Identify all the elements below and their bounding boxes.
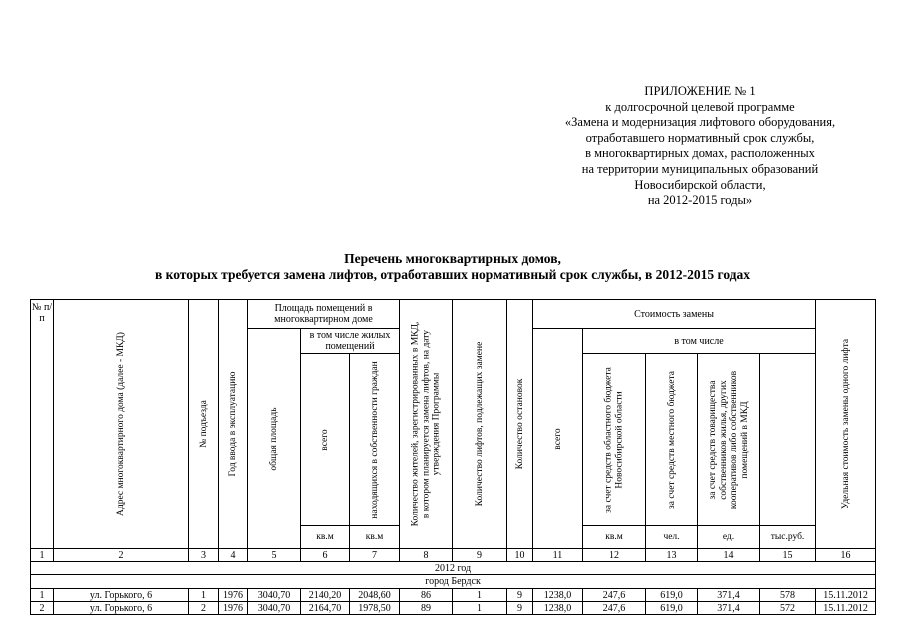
column-number: 3 [189, 549, 219, 562]
column-number: 8 [400, 549, 453, 562]
cell-address: ул. Горького, 6 [54, 589, 189, 602]
column-number: 15 [760, 549, 816, 562]
header-area-residential-group: в том числе жилых помещений [301, 329, 400, 354]
unit-cell: кв.м [583, 526, 646, 549]
column-number: 5 [248, 549, 301, 562]
column-number: 7 [350, 549, 400, 562]
cell-lifts: 1 [453, 589, 507, 602]
header-cost-group: Стоимость замены [533, 300, 816, 329]
group-row [31, 575, 876, 589]
cell-num: 1 [31, 589, 54, 602]
header-area-group: Площадь помещений в многоквартирном доме [248, 300, 400, 329]
column-number: 12 [583, 549, 646, 562]
appendix-line: к долгосрочной целевой программе [605, 99, 795, 114]
header-residents-label: Количество жителей, зарегистрированных в МКД, в котором планируется замена лифтов, на дату утверждения Программы [410, 321, 442, 527]
appendix-line: «Замена и модернизация лифтового оборудования, [564, 115, 836, 130]
cell-cost-owners: 371,4 [698, 602, 760, 615]
header-cost-local-label: за счет средств местного бюджета [666, 370, 677, 509]
year-label: 2012 год [31, 562, 876, 575]
column-number: 10 [507, 549, 533, 562]
header-year-built-label: Год ввода в эксплуатацию [227, 371, 238, 477]
header-stops-label: Количество остановок [514, 378, 525, 470]
header-address-label: Адрес многоквартирного дома (далее - МКД) [115, 332, 126, 516]
cell-residents: 89 [400, 602, 453, 615]
unit-cell: чел. [646, 526, 698, 549]
appendix-line: на 2012-2015 годы» [647, 193, 753, 208]
header-cost-total-label: всего [552, 427, 563, 450]
header-row-1 [31, 300, 876, 329]
header-entrance [189, 300, 219, 549]
header-cost-including: в том числе [583, 329, 816, 354]
cell-year-built: 1976 [219, 602, 248, 615]
city-label: город Бердск [31, 575, 876, 589]
header-stops [507, 300, 533, 549]
document-title [0, 251, 905, 283]
cell-cost-regional: 247,6 [583, 589, 646, 602]
cell-stops: 9 [507, 589, 533, 602]
cell-entrance: 1 [189, 589, 219, 602]
table-row [31, 589, 876, 602]
header-area-residential-all-label: всего [319, 428, 330, 451]
cell-year-built: 1976 [219, 589, 248, 602]
cell-area-total: 3040,70 [248, 589, 301, 602]
column-number: 6 [301, 549, 350, 562]
column-number: 13 [646, 549, 698, 562]
header-area-residential-private [350, 354, 400, 526]
header-cost-owners [698, 354, 760, 526]
year-row [31, 562, 876, 575]
header-lifts [453, 300, 507, 549]
unit-cell: кв.м [350, 526, 400, 549]
appendix-line: в многоквартирных домах, расположенных [585, 146, 815, 161]
title-line-1: Перечень многоквартирных домов, [344, 251, 561, 266]
cell-area-residential: 2140,20 [301, 589, 350, 602]
header-cost-owners-label: за счет средств товарищества собственников жилья, других кооперативов либо собственников помещений в МКД [707, 370, 749, 509]
header-unit-cost [816, 300, 876, 549]
unit-cell: ед. [698, 526, 760, 549]
header-cost-total [533, 329, 583, 549]
header-cost-regional [583, 354, 646, 526]
appendix-line: отработавшего нормативный срок службы, [585, 130, 815, 145]
column-number: 1 [31, 549, 54, 562]
header-cost-local [646, 354, 698, 526]
appendix-line: на территории муниципальных образований [581, 161, 819, 176]
header-num: № п/п [31, 300, 54, 549]
appendix-line: ПРИЛОЖЕНИЕ № 1 [644, 84, 756, 98]
header-cost-regional-label: за счет средств областного бюджета Новосибирской области [603, 366, 624, 513]
header-area-residential-all [301, 354, 350, 526]
cell-area-private: 2048,60 [350, 589, 400, 602]
header-address [54, 300, 189, 549]
cell-address: ул. Горького, 6 [54, 602, 189, 615]
cell-cost-local: 619,0 [646, 589, 698, 602]
cell-stops: 9 [507, 602, 533, 615]
cell-lifts: 1 [453, 602, 507, 615]
cell-unit-cost: 572 [760, 602, 816, 615]
column-number-row [31, 549, 876, 562]
column-number: 14 [698, 549, 760, 562]
cell-area-private: 1978,50 [350, 602, 400, 615]
unit-cell: кв.м [301, 526, 350, 549]
header-area-residential-private-label: находящихся в собственности граждан [369, 360, 380, 519]
cell-unit-cost: 578 [760, 589, 816, 602]
header-year-built [219, 300, 248, 549]
header-lifts-label: Количество лифтов, подлежащих замене [474, 341, 485, 507]
cell-planned-date: 15.11.2012 [816, 589, 876, 602]
cell-residents: 86 [400, 589, 453, 602]
header-area-total [248, 329, 301, 549]
cell-planned-date: 15.11.2012 [816, 602, 876, 615]
cell-entrance: 2 [189, 602, 219, 615]
column-number: 9 [453, 549, 507, 562]
cell-cost-regional: 247,6 [583, 602, 646, 615]
cell-num: 2 [31, 602, 54, 615]
column-number: 2 [54, 549, 189, 562]
title-line-2: в которых требуется замена лифтов, отработавших нормативный срок службы, в 2012-2015 годах [154, 267, 751, 282]
cell-area-total: 3040,70 [248, 602, 301, 615]
table-row [31, 602, 876, 615]
header-entrance-label: № подъезда [198, 400, 209, 448]
header-unit-cost-label: Удельная стоимость замены одного лифта [840, 338, 851, 510]
column-number: 11 [533, 549, 583, 562]
unit-cell: тыс.руб. [760, 526, 816, 549]
cell-cost-total: 1238,0 [533, 602, 583, 615]
cell-cost-local: 619,0 [646, 602, 698, 615]
column-number: 16 [816, 549, 876, 562]
cell-cost-total: 1238,0 [533, 589, 583, 602]
column-number: 4 [219, 549, 248, 562]
appendix-block [520, 84, 880, 209]
lift-replacement-table [30, 299, 876, 615]
header-area-total-label: общая площадь [268, 406, 279, 471]
header-residents [400, 300, 453, 549]
cell-area-residential: 2164,70 [301, 602, 350, 615]
appendix-line: Новосибирской области, [634, 177, 766, 192]
cell-cost-owners: 371,4 [698, 589, 760, 602]
